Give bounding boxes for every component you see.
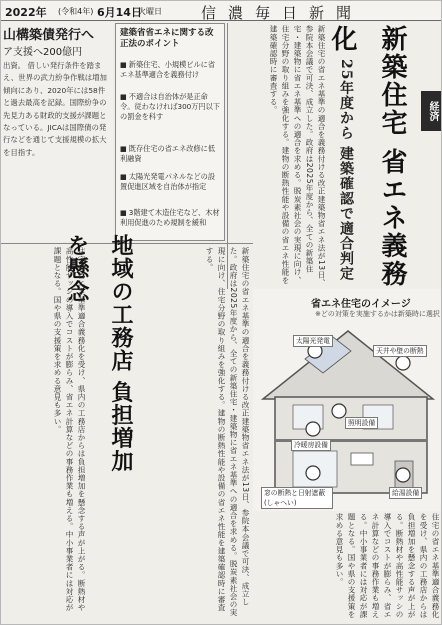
point-text: 不適合は自治体が是正命令。従わなければ300万円以下の罰金を科す <box>120 92 220 121</box>
point-text: 3階建て木造住宅など、木材利用促進のため規制を緩和 <box>120 208 220 227</box>
label-hvac: 冷暖房設備 <box>291 439 331 451</box>
main-article-headline: 新築住宅 省エネ義務化 <box>327 25 407 289</box>
masthead <box>1 1 442 21</box>
point-item <box>120 208 220 228</box>
point-item <box>120 60 220 80</box>
point-text: 新築住宅、小規模ビルに省エネ基準適合を義務付け <box>120 60 216 79</box>
main-article-body: 新築住宅の省エネ基準の適合を義務付ける改正建築物省エネ法が13日、参院本会議で可決、成立した。政府は2025年度から、全ての新築住宅・建築物に省エネ基準への適合を求める。脱炭素社会の実現に向け、住宅分野の取り組みを強化する。建物の断熱性能や設備の省エネ性能を建築確認時に審査する。 <box>269 25 326 287</box>
second-article-body-right: 新築住宅の省エネ基準の適合を義務付ける改正建築物省エネ法が13日、参院本会議で可決、成立した。政府は2025年度から、全ての新築住宅・建築物に省エネ基準への適合を求める。脱炭素社会の実現に向け、住宅分野の取り組みを強化する。建物の断熱性能や設備の省エネ性能を建築確認時に審査する。 <box>205 247 250 617</box>
label-window: 窓の断熱と日射遮蔽(しゃへい) <box>261 487 333 509</box>
left-article-body: 出資。 借しい発行条件を踏まえ、世界の武力紛争作戦は増加傾向にあり、2020年には58件と過去最高を記録。国際紛争の先見力ある財政的支援が課題となっている。JICAは国際債の発行などを通じて支援規模の拡大を目指す。 <box>3 61 107 157</box>
label-lighting: 照明設備 <box>345 417 378 429</box>
house-illustration <box>253 289 442 511</box>
points-box <box>115 23 225 241</box>
paper-name: 信濃毎日新聞 <box>201 4 364 22</box>
issue-era: (令和4年) <box>58 7 94 16</box>
point-item <box>120 92 220 122</box>
figure-title: 省エネ住宅のイメージ <box>311 299 411 310</box>
issue-weekday: 火曜日 <box>138 7 162 16</box>
bullet-icon: ■ <box>120 208 127 217</box>
second-article-body: 住宅の省エネ基準適合義務化を受け、県内の工務店からは負担増加を懸念する声が上がる。断熱材や高性能サッシの導入でコストが膨らみ、省エネ計算などの事務作業も増える。中小事業者には対応が課題となる。国や県の支援策を求める意見も多い。 <box>53 247 86 612</box>
main-article-body-continued: 住宅の省エネ基準適合義務化を受け、県内の工務店からは負担増加を懸念する声が上がる。断熱材や高性能サッシの導入でコストが膨らみ、省エネ計算などの事務作業も増える。中小事業者には対応が課題となる。国や県の支援策を求める意見も多い。 <box>335 513 440 619</box>
second-article-headline: 地域の工務店 負担増加を懸念 <box>64 234 134 473</box>
issue-year: 2022年 <box>5 6 47 19</box>
label-solar: 太陽光発電 <box>293 335 333 347</box>
bullet-icon: ■ <box>120 172 127 181</box>
bullet-icon: ■ <box>120 144 127 153</box>
issue-date: 6月14日 <box>97 6 142 19</box>
section-tab: 経済 <box>421 91 442 131</box>
point-text: 既存住宅の省エネ改修に低利融資 <box>120 144 216 163</box>
column-divider <box>227 23 228 289</box>
figure-subtitle: ※どの対策を実施するかは新築時に選択 <box>315 310 440 318</box>
left-article-headline: 山構築債発行へ <box>3 28 95 43</box>
label-water-heater: 給湯設備 <box>389 487 422 499</box>
point-item <box>120 172 220 192</box>
left-article-subhead: ア支援へ200億円 <box>3 47 83 58</box>
point-item <box>120 144 220 164</box>
bullet-icon: ■ <box>120 92 127 101</box>
illustration <box>253 289 442 511</box>
left-article <box>1 22 113 242</box>
bullet-icon: ■ <box>120 60 127 69</box>
points-box-title: 建築省省エネに関する改正法のポイント <box>120 28 214 49</box>
point-text: 太陽光発電パネルなどの設置促進区域を自治体が指定 <box>120 172 216 191</box>
label-ceiling: 天井や壁の断熱 <box>373 345 427 357</box>
main-article-subhead: 25年度から 建築確認で適合判定 <box>338 59 354 282</box>
